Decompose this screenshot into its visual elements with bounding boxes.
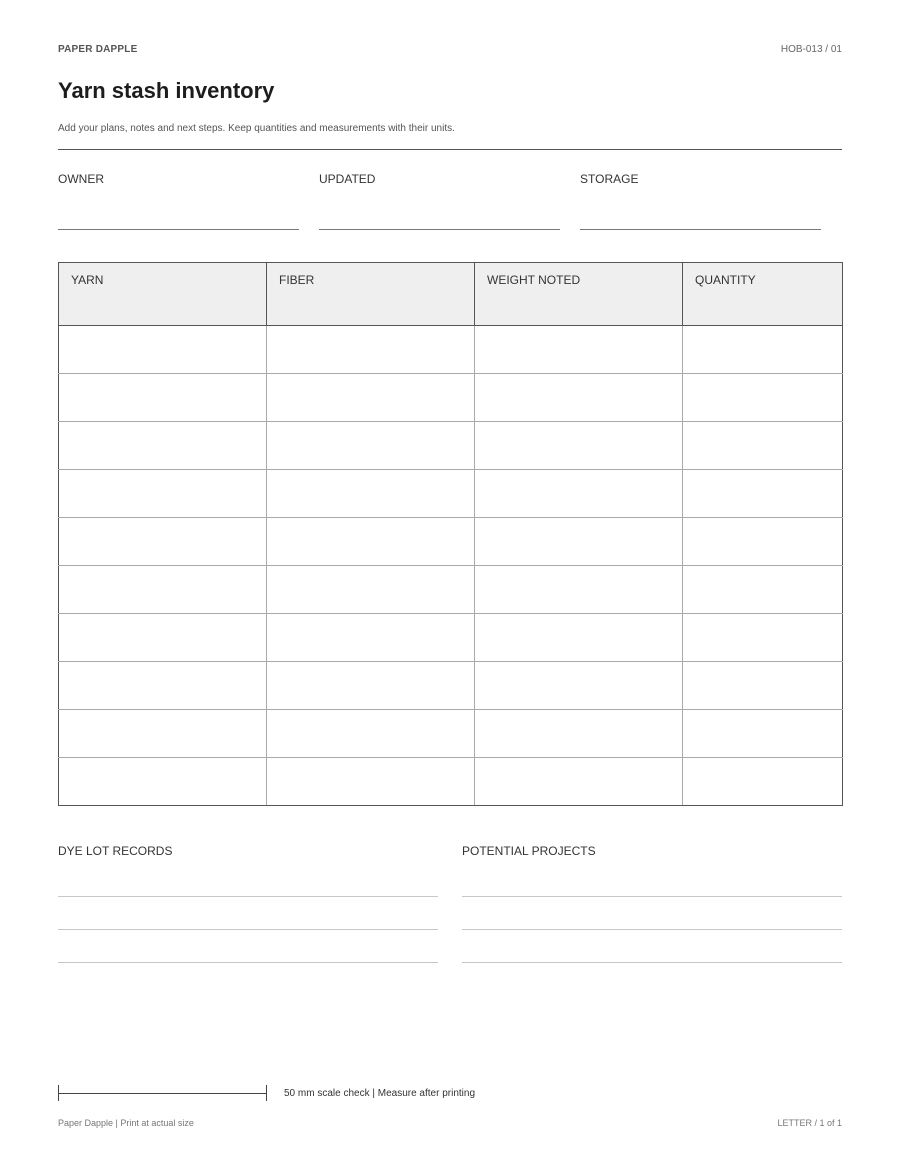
scale-bar-line [58, 1093, 267, 1094]
column-header-yarn: YARN [59, 263, 267, 326]
form-code: HOB-013 / 01 [780, 44, 842, 55]
cell-weight-noted[interactable] [475, 662, 683, 710]
scale-check-text: 50 mm scale check | Measure after printing [284, 1088, 476, 1099]
cell-yarn[interactable] [59, 470, 267, 518]
updated-field[interactable] [319, 172, 560, 188]
header-divider [58, 149, 842, 150]
cell-fiber[interactable] [267, 374, 475, 422]
dye-lot-line[interactable] [58, 896, 438, 897]
cell-fiber[interactable] [267, 422, 475, 470]
cell-fiber[interactable] [267, 566, 475, 614]
dye-lot-records-label: DYE LOT RECORDS [58, 844, 173, 858]
cell-yarn[interactable] [59, 758, 267, 806]
table-header-row [59, 263, 843, 326]
cell-fiber[interactable] [267, 662, 475, 710]
projects-line[interactable] [462, 896, 842, 897]
table-row [59, 422, 843, 470]
scale-bar-tick-end [266, 1085, 267, 1101]
cell-yarn[interactable] [59, 374, 267, 422]
cell-weight-noted[interactable] [475, 326, 683, 374]
potential-projects-label: POTENTIAL PROJECTS [462, 844, 596, 858]
dye-lot-records-section [58, 844, 438, 858]
column-header-quantity: QUANTITY [683, 263, 843, 326]
storage-field[interactable] [580, 172, 821, 188]
table-row [59, 566, 843, 614]
brand-name: PAPER DAPPLE [58, 44, 138, 55]
cell-weight-noted[interactable] [475, 566, 683, 614]
table-row [59, 470, 843, 518]
table-row [59, 614, 843, 662]
cell-weight-noted[interactable] [475, 374, 683, 422]
cell-yarn[interactable] [59, 326, 267, 374]
potential-projects-section [462, 844, 842, 858]
cell-fiber[interactable] [267, 470, 475, 518]
page-subtitle: Add your plans, notes and next steps. Keep quantities and measurements with their units. [58, 123, 455, 134]
cell-quantity[interactable] [683, 758, 843, 806]
cell-quantity[interactable] [683, 422, 843, 470]
cell-yarn[interactable] [59, 566, 267, 614]
cell-quantity[interactable] [683, 566, 843, 614]
updated-label: UPDATED [319, 172, 376, 186]
scale-bar-tick-start [58, 1085, 59, 1101]
cell-yarn[interactable] [59, 710, 267, 758]
table-row [59, 710, 843, 758]
cell-quantity[interactable] [683, 614, 843, 662]
dye-lot-line[interactable] [58, 929, 438, 930]
cell-weight-noted[interactable] [475, 518, 683, 566]
table-row [59, 326, 843, 374]
footer-left: Paper Dapple | Print at actual size [58, 1118, 194, 1128]
cell-quantity[interactable] [683, 374, 843, 422]
owner-label: OWNER [58, 172, 104, 186]
cell-quantity[interactable] [683, 518, 843, 566]
cell-quantity[interactable] [683, 326, 843, 374]
updated-write-line[interactable] [319, 229, 560, 230]
table-row [59, 662, 843, 710]
cell-fiber[interactable] [267, 614, 475, 662]
projects-line[interactable] [462, 929, 842, 930]
cell-weight-noted[interactable] [475, 422, 683, 470]
cell-quantity[interactable] [683, 470, 843, 518]
cell-fiber[interactable] [267, 326, 475, 374]
cell-yarn[interactable] [59, 422, 267, 470]
storage-write-line[interactable] [580, 229, 821, 230]
projects-line[interactable] [462, 962, 842, 963]
cell-yarn[interactable] [59, 518, 267, 566]
column-header-fiber: FIBER [267, 263, 475, 326]
footer-right: LETTER / 1 of 1 [777, 1118, 842, 1128]
storage-label: STORAGE [580, 172, 639, 186]
column-header-weight-noted: WEIGHT NOTED [475, 263, 683, 326]
cell-weight-noted[interactable] [475, 758, 683, 806]
table-row [59, 374, 843, 422]
cell-quantity[interactable] [683, 710, 843, 758]
cell-yarn[interactable] [59, 614, 267, 662]
cell-fiber[interactable] [267, 758, 475, 806]
cell-yarn[interactable] [59, 662, 267, 710]
cell-weight-noted[interactable] [475, 710, 683, 758]
cell-fiber[interactable] [267, 710, 475, 758]
cell-fiber[interactable] [267, 518, 475, 566]
page-title: Yarn stash inventory [58, 78, 275, 103]
inventory-table [58, 262, 843, 806]
table-row [59, 758, 843, 806]
cell-weight-noted[interactable] [475, 470, 683, 518]
scale-bar [58, 1085, 267, 1101]
owner-write-line[interactable] [58, 229, 299, 230]
cell-quantity[interactable] [683, 662, 843, 710]
dye-lot-line[interactable] [58, 962, 438, 963]
cell-weight-noted[interactable] [475, 614, 683, 662]
owner-field[interactable] [58, 172, 299, 188]
table-row [59, 518, 843, 566]
